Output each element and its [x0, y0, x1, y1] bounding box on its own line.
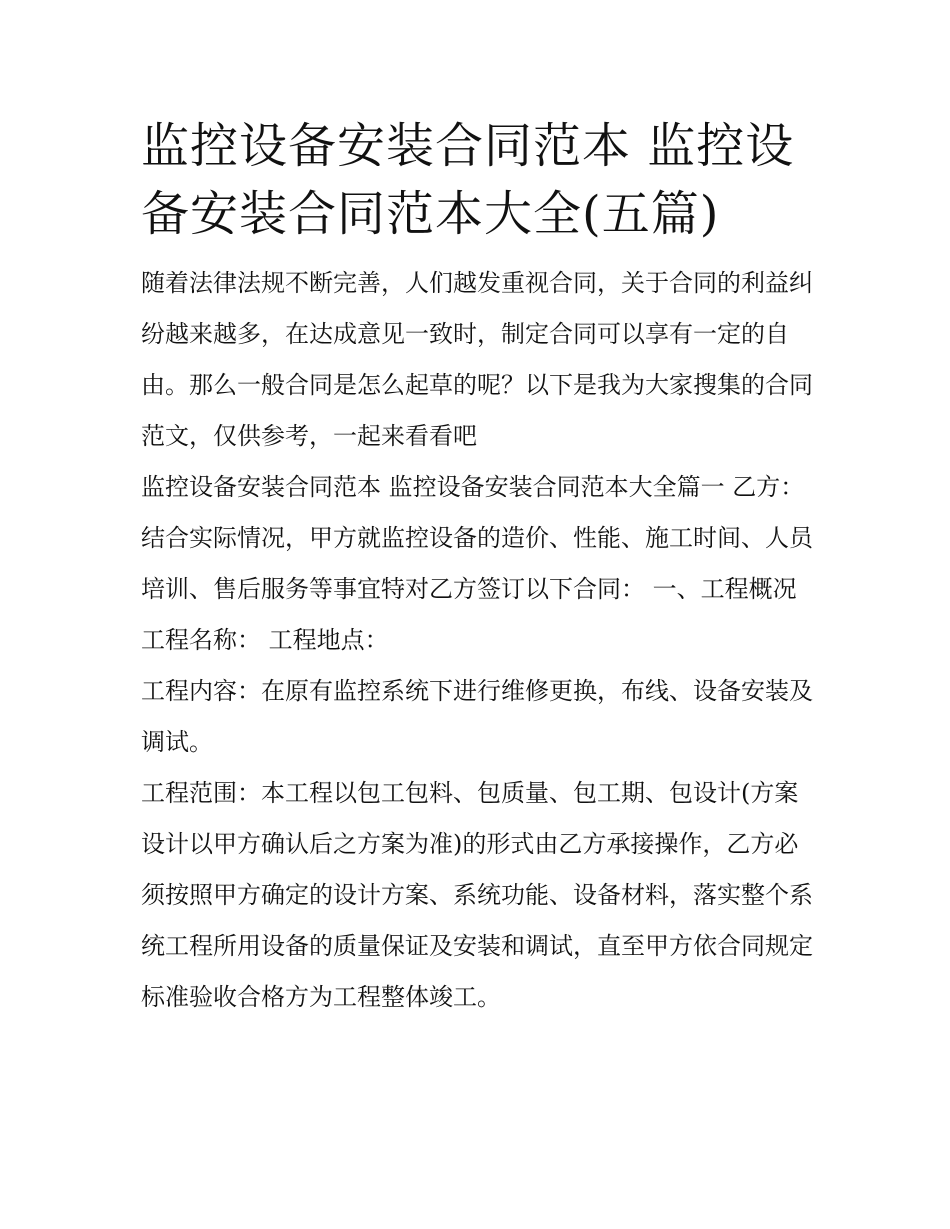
document-body: [141, 112, 813, 1023]
project-overview-paragraph: 结合实际情况，甲方就监控设备的造价、性能、施工时间、人员培训、售后服务等事宜特对乙方签订以下合同： 一、工程概况 工程名称： 工程地点：: [141, 524, 813, 654]
intro-paragraph: 随着法律法规不断完善，人们越发重视合同，关于合同的利益纠纷越来越多，在达成意见一致时，制定合同可以享有一定的自由。那么一般合同是怎么起草的呢？以下是我为大家搜集的合同范文，仅供参考，一起来看看吧: [141, 269, 813, 450]
document-title: 监控设备安装合同范本 监控设备安装合同范本大全(五篇): [141, 118, 795, 242]
project-content-paragraph: 工程内容：在原有监控系统下进行维修更换，布线、设备安装及调试。: [141, 677, 813, 756]
section-heading-paragraph: 监控设备安装合同范本 监控设备安装合同范本大全篇一 乙方：: [141, 473, 805, 501]
project-scope-paragraph: 工程范围：本工程以包工包料、包质量、包工期、包设计(方案设计以甲方确认后之方案为准)的形式由乙方承接操作，乙方必须按照甲方确定的设计方案、系统功能、设备材料，落实整个系统工程所用设备的质量保证及安装和调试，直至甲方依合同规定标准验收合格方为工程整体竣工。: [141, 779, 813, 1011]
